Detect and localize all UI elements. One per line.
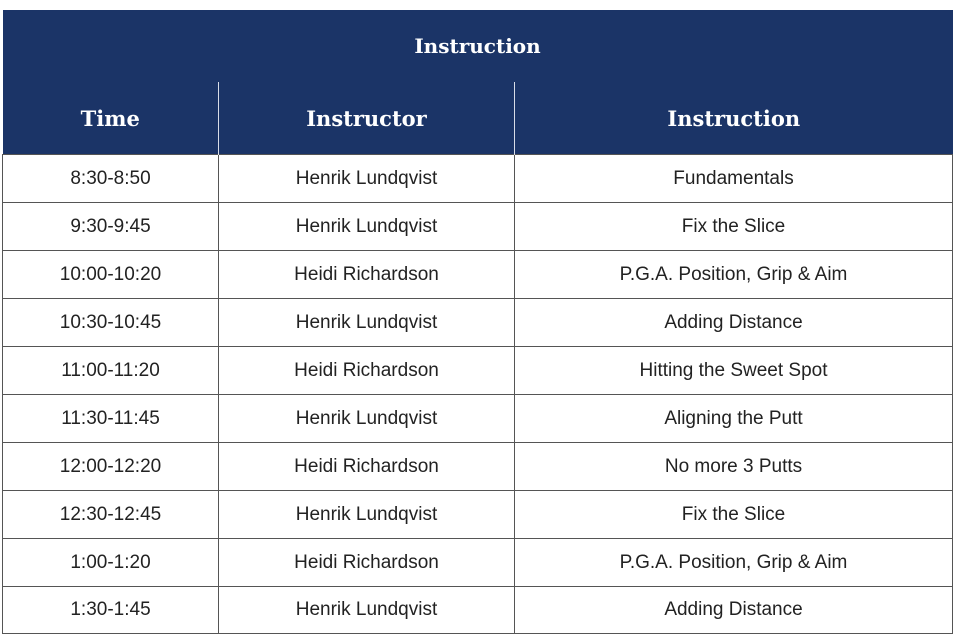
instruction-cell: Fundamentals <box>515 155 953 203</box>
instructor-cell: Heidi Richardson <box>219 443 515 491</box>
time-cell: 12:30-12:45 <box>3 491 219 539</box>
instruction-cell: Adding Distance <box>515 587 953 634</box>
instructor-cell: Henrik Lundqvist <box>219 491 515 539</box>
table-row <box>3 299 953 347</box>
instruction-cell: No more 3 Putts <box>515 443 953 491</box>
instruction-cell: P.G.A. Position, Grip & Aim <box>515 251 953 299</box>
time-cell: 11:00-11:20 <box>3 347 219 395</box>
instructor-cell: Henrik Lundqvist <box>219 203 515 251</box>
table-row <box>3 539 953 587</box>
table-row <box>3 491 953 539</box>
table-row <box>3 395 953 443</box>
column-header-row <box>3 82 953 155</box>
table-body <box>3 155 953 634</box>
column-header-instruction: Instruction <box>515 82 953 155</box>
instructor-cell: Henrik Lundqvist <box>219 395 515 443</box>
time-cell: 11:30-11:45 <box>3 395 219 443</box>
time-cell: 9:30-9:45 <box>3 203 219 251</box>
instructor-cell: Henrik Lundqvist <box>219 299 515 347</box>
table-title: Instruction <box>3 10 953 82</box>
instructor-cell: Henrik Lundqvist <box>219 155 515 203</box>
time-cell: 1:00-1:20 <box>3 539 219 587</box>
time-cell: 10:30-10:45 <box>3 299 219 347</box>
time-cell: 1:30-1:45 <box>3 587 219 634</box>
table-row <box>3 443 953 491</box>
instructor-cell: Heidi Richardson <box>219 539 515 587</box>
instruction-cell: Fix the Slice <box>515 491 953 539</box>
instructor-cell: Heidi Richardson <box>219 251 515 299</box>
instruction-cell: Hitting the Sweet Spot <box>515 347 953 395</box>
instruction-schedule-table <box>2 10 953 634</box>
instructor-cell: Heidi Richardson <box>219 347 515 395</box>
table-row <box>3 347 953 395</box>
instruction-cell: Fix the Slice <box>515 203 953 251</box>
title-row <box>3 10 953 82</box>
instructor-cell: Henrik Lundqvist <box>219 587 515 634</box>
time-cell: 12:00-12:20 <box>3 443 219 491</box>
table-row <box>3 251 953 299</box>
time-cell: 8:30-8:50 <box>3 155 219 203</box>
table-row <box>3 203 953 251</box>
column-header-time: Time <box>3 82 219 155</box>
instruction-cell: P.G.A. Position, Grip & Aim <box>515 539 953 587</box>
instruction-cell: Adding Distance <box>515 299 953 347</box>
column-header-instructor: Instructor <box>219 82 515 155</box>
time-cell: 10:00-10:20 <box>3 251 219 299</box>
table-header <box>3 10 953 155</box>
instruction-cell: Aligning the Putt <box>515 395 953 443</box>
table-row <box>3 587 953 634</box>
table-row <box>3 155 953 203</box>
